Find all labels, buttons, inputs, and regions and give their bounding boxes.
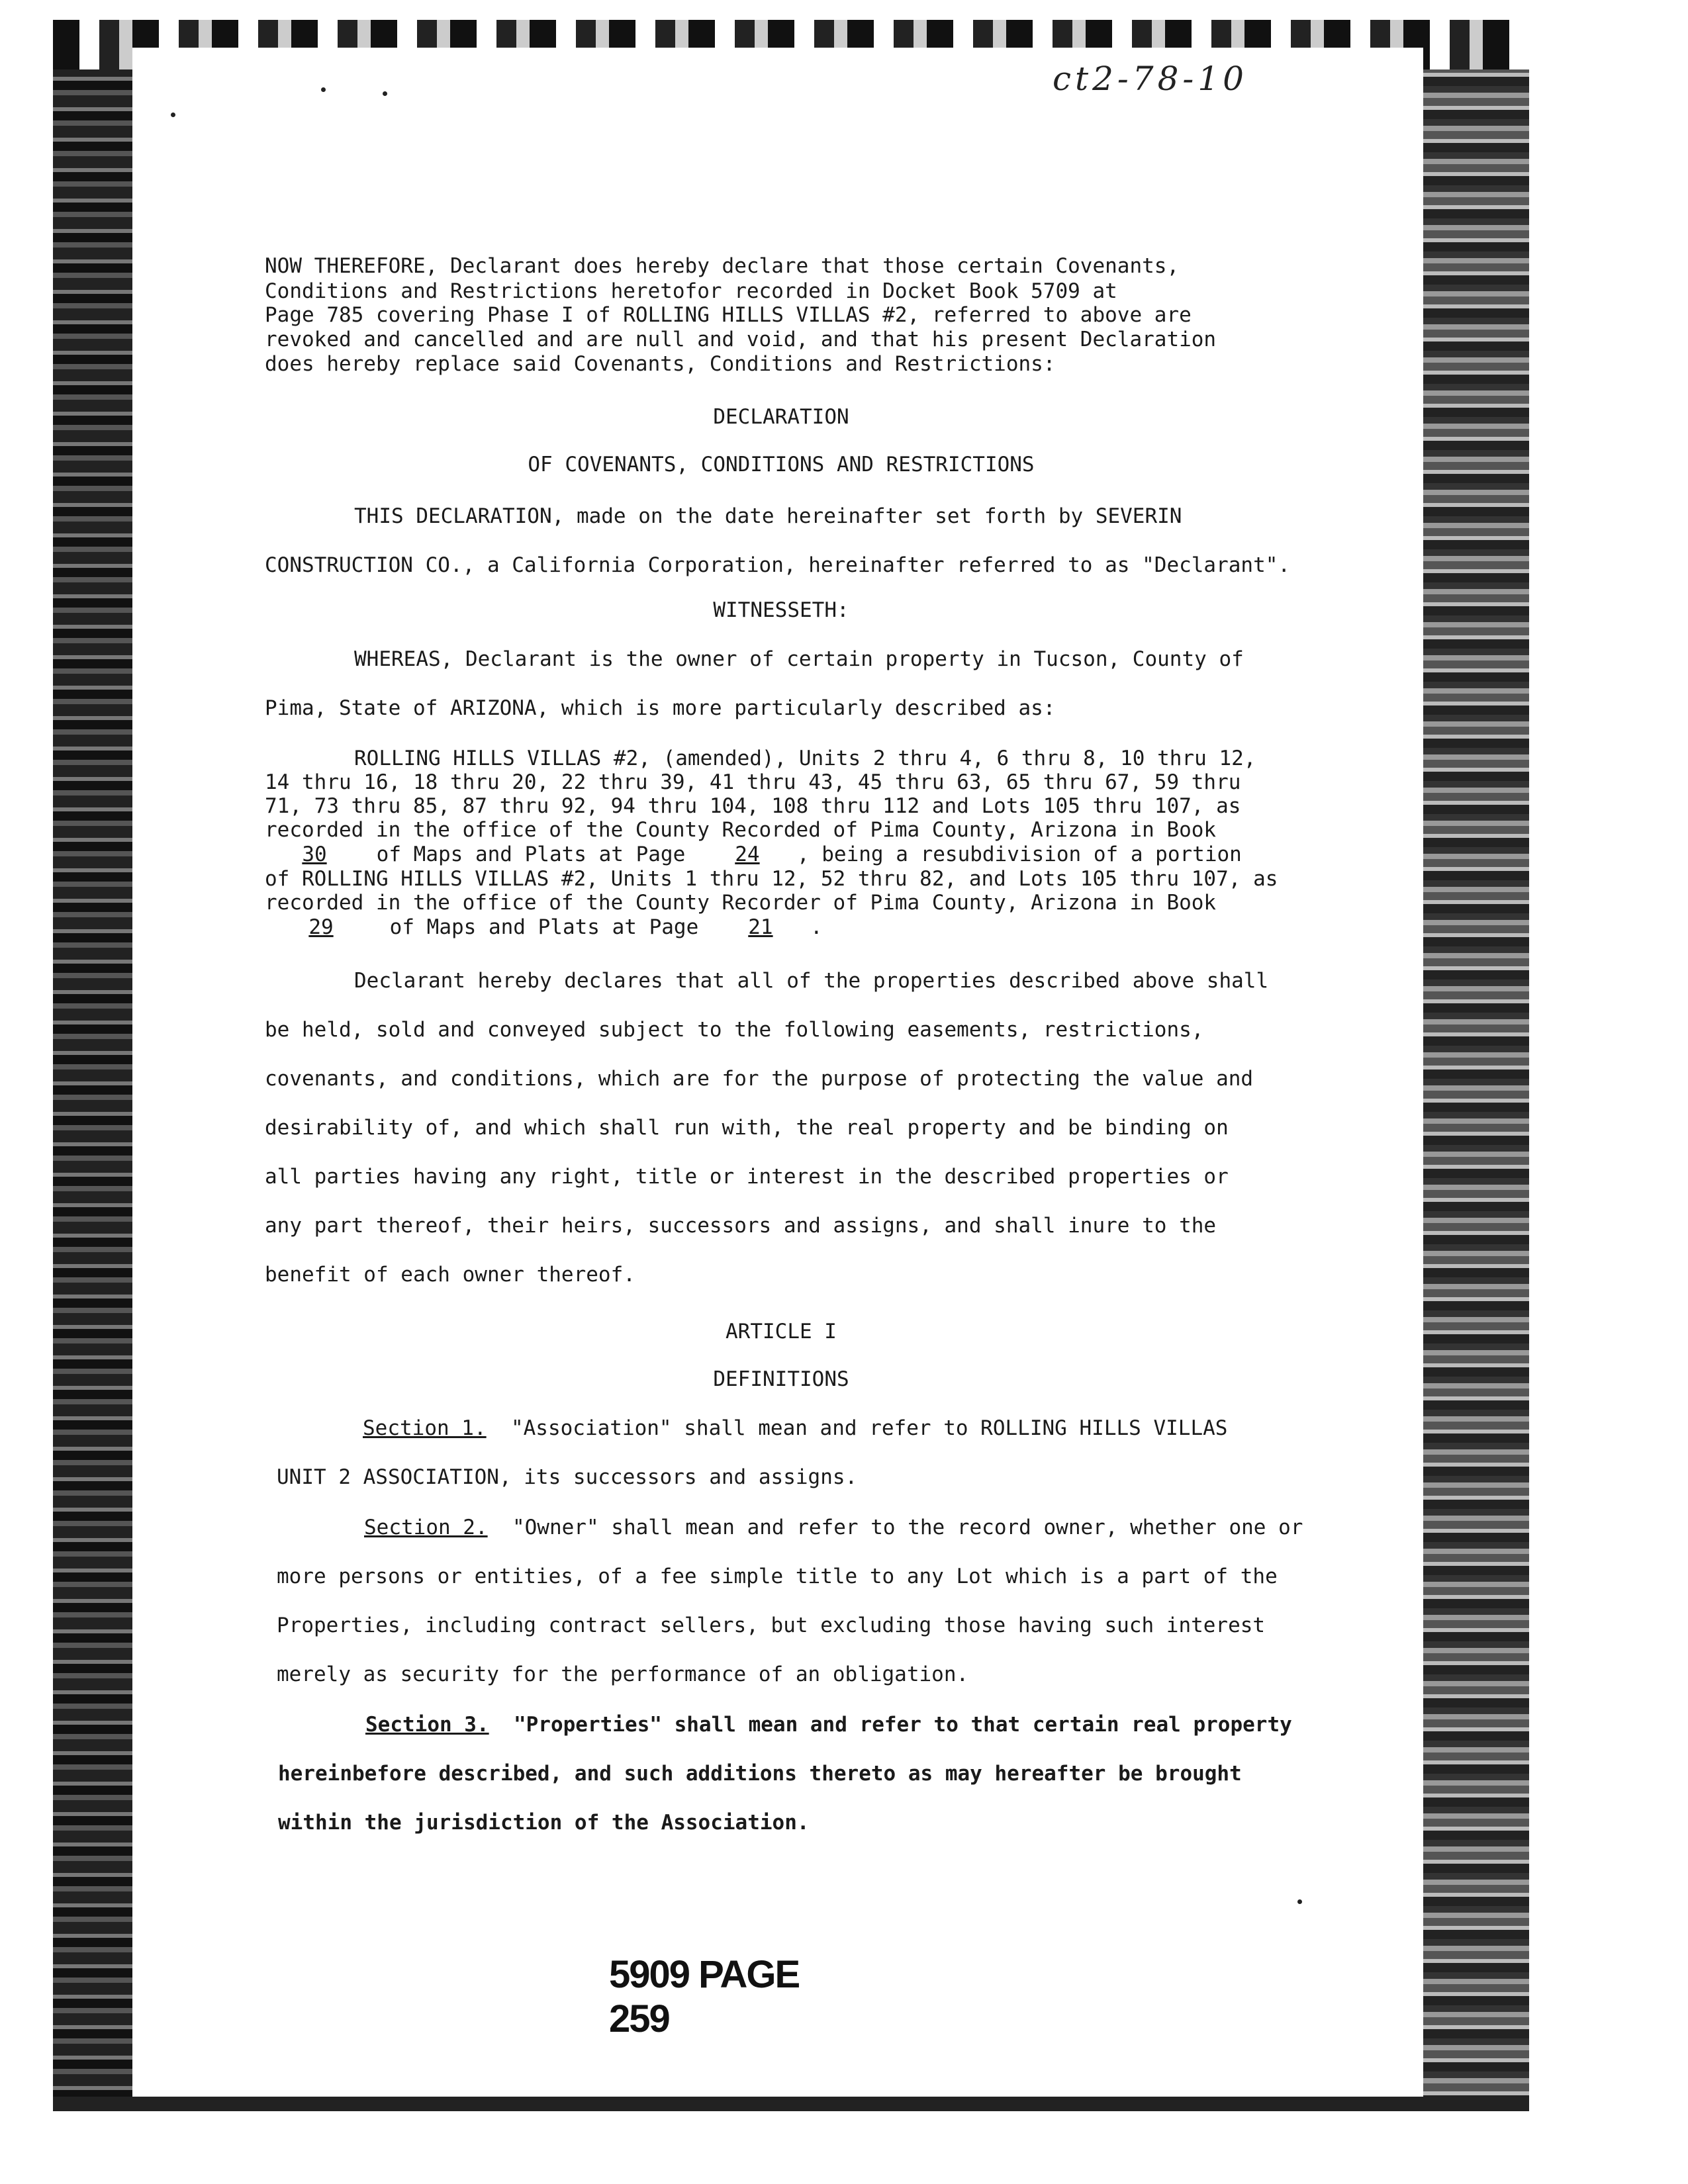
legal-line: recorded in the office of the County Recorded of Pima County, Arizona in Book [265, 818, 1217, 842]
article-heading: ARTICLE I [726, 1320, 837, 1343]
section-1-line: UNIT 2 ASSOCIATION, its successors and assigns. [277, 1465, 858, 1489]
declaration-title: DECLARATION [713, 405, 849, 429]
handwritten-reference-number: ct2-78-10 [1053, 60, 1248, 98]
section-1-line [363, 1416, 1227, 1440]
legal-text: of Maps and Plats at Page [376, 842, 686, 866]
scan-border-left [53, 20, 132, 2111]
book-number-blank: 30 [302, 842, 327, 866]
declares-line: any part thereof, their heirs, successors and assigns, and shall inure to the [265, 1214, 1217, 1238]
legal-line: 71, 73 thru 85, 87 thru 92, 94 thru 104, 108 thru 112 and Lots 105 thru 107, as [265, 794, 1241, 818]
legal-text: , being a resubdivision of a portion [796, 842, 1242, 866]
preamble-line: NOW THEREFORE, Declarant does hereby declare that those certain Covenants, [265, 254, 1180, 278]
section-3-text: "Properties" shall mean and refer to that certain real property [513, 1713, 1292, 1737]
intro-line: THIS DECLARATION, made on the date hereinafter set forth by SEVERIN [354, 504, 1182, 528]
whereas-line: Pima, State of ARIZONA, which is more particularly described as: [265, 696, 1056, 720]
docket-page-stamp: 5909 PAGE 259 [609, 1953, 800, 2040]
preamble-line: Conditions and Restrictions heretofor recorded in Docket Book 5709 at [265, 279, 1117, 303]
legal-line [265, 842, 1242, 866]
definitions-heading: DEFINITIONS [713, 1367, 849, 1391]
section-2-line [364, 1516, 1303, 1539]
legal-line: recorded in the office of the County Recorder of Pima County, Arizona in Book [265, 891, 1217, 915]
scan-speck [171, 113, 175, 117]
section-1-text: "Association" shall mean and refer to ROLLING HILLS VILLAS [510, 1416, 1228, 1440]
scan-border-bottom [53, 2097, 1529, 2111]
section-2-label: Section 2. [364, 1516, 488, 1539]
preamble-line: does hereby replace said Covenants, Conditions and Restrictions: [265, 352, 1056, 376]
preamble-line: revoked and cancelled and are null and void, and that his present Declaration [265, 328, 1217, 351]
scan-speck [383, 91, 387, 96]
declares-line: be held, sold and conveyed subject to the following easements, restrictions, [265, 1018, 1204, 1042]
whereas-line: WHEREAS, Declarant is the owner of certain property in Tucson, County of [354, 647, 1244, 671]
legal-text: of Maps and Plats at Page [389, 915, 699, 939]
book-number-blank: 29 [308, 915, 334, 939]
section-2-line: merely as security for the performance of an obligation. [277, 1662, 969, 1686]
declares-line: covenants, and conditions, which are for the purpose of protecting the value and [265, 1067, 1254, 1091]
declares-line: desirability of, and which shall run with, the real property and be binding on [265, 1116, 1229, 1140]
page-number-blank: 24 [735, 842, 760, 866]
witnesseth-heading: WITNESSETH: [713, 598, 849, 622]
section-3-label: Section 3. [365, 1713, 489, 1737]
section-3-line: within the jurisdiction of the Association. [278, 1811, 810, 1835]
legal-line: of ROLLING HILLS VILLAS #2, Units 1 thru 12, 52 thru 82, and Lots 105 thru 107, as [265, 867, 1278, 891]
declaration-subtitle: OF COVENANTS, CONDITIONS AND RESTRICTIONS [528, 453, 1035, 477]
legal-text: . [810, 915, 823, 939]
declares-line: all parties having any right, title or interest in the described properties or [265, 1165, 1229, 1189]
scan-border-right [1423, 20, 1529, 2111]
section-2-text: "Owner" shall mean and refer to the record owner, whether one or [512, 1516, 1303, 1539]
preamble-line: Page 785 covering Phase I of ROLLING HILLS VILLAS #2, referred to above are [265, 303, 1192, 327]
scan-speck [1297, 1899, 1302, 1904]
section-3-line: hereinbefore described, and such additions thereto as may hereafter be brought [278, 1762, 1242, 1786]
legal-line [265, 915, 823, 939]
intro-line: CONSTRUCTION CO., a California Corporation, hereinafter referred to as "Declarant". [265, 553, 1291, 577]
declares-line: Declarant hereby declares that all of the properties described above shall [354, 969, 1269, 993]
declares-line: benefit of each owner thereof. [265, 1263, 635, 1287]
section-3-line [365, 1713, 1292, 1737]
section-2-line: Properties, including contract sellers, but excluding those having such interest [277, 1614, 1266, 1637]
legal-line: 14 thru 16, 18 thru 20, 22 thru 39, 41 thru 43, 45 thru 63, 65 thru 67, 59 thru [265, 770, 1241, 794]
scan-speck [321, 87, 326, 92]
section-1-label: Section 1. [363, 1416, 487, 1440]
legal-line: ROLLING HILLS VILLAS #2, (amended), Units 2 thru 4, 6 thru 8, 10 thru 12, [354, 747, 1256, 770]
page-number-blank: 21 [748, 915, 773, 939]
section-2-line: more persons or entities, of a fee simple title to any Lot which is a part of the [277, 1565, 1278, 1588]
